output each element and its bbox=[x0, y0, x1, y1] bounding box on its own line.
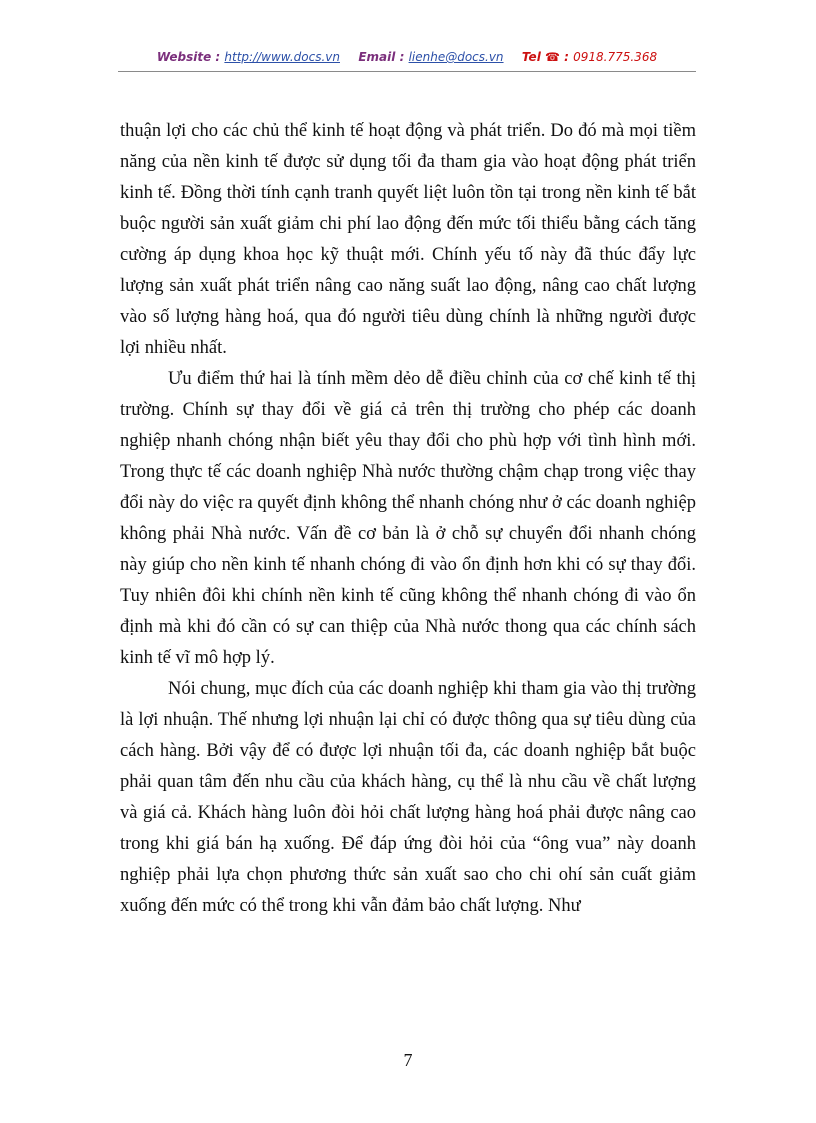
email-link[interactable]: lienhe@docs.vn bbox=[408, 50, 504, 64]
header-divider bbox=[118, 71, 696, 72]
website-link[interactable]: http://www.docs.vn bbox=[224, 50, 340, 64]
paragraph-3: Nói chung, mục đích của các doanh nghiệp khi tham gia vào thị trường là lợi nhuận. Thế nhưng lợi nhuận lại chỉ có được thông qua sự tiêu dùng của cách hàng. Bởi vậy để có được lợi nhuận tối đa, các doanh nghiệp bắt buộc phải quan tâm đến nhu cầu của khách hàng, cụ thể là nhu cầu về chất lượng và giá cả. Khách hàng luôn đòi hỏi chất lượng hàng hoá phải được nâng cao trong khi giá bán hạ xuống. Để đáp ứng đòi hỏi của “ông vua” này doanh nghiệp phải lựa chọn phương thức sản xuất sao cho chi ohí sản cuất giảm xuống đến mức có thể trong khi vẫn đảm bảo chất lượng. Như bbox=[120, 679, 696, 916]
tel-number: 0918.775.368 bbox=[573, 50, 658, 64]
tel-label: Tel ☎ : bbox=[521, 50, 569, 64]
paragraph-1: thuận lợi cho các chủ thể kinh tế hoạt động và phát triển. Do đó mà mọi tiềm năng của nền kinh tế được sử dụng tối đa tham gia vào hoạt động phát triển kinh tế. Đồng thời tính cạnh tranh quyết liệt luôn tồn tại trong nền kinh tế bắt buộc người sản xuất giảm chi phí lao động đến mức tối thiểu bằng cách tăng cường áp dụng khoa học kỹ thuật mới. Chính yếu tố này đã thúc đẩy lực lượng sản xuất phát triển nâng cao năng suất lao động, nâng cao chất lượng vào số lượng hàng hoá, qua đó người tiêu dùng chính là những người được lợi nhiều nhất. bbox=[120, 121, 696, 358]
page-number: 7 bbox=[403, 1050, 413, 1070]
website-label: Website : bbox=[156, 50, 221, 64]
paragraph-2: Ưu điểm thứ hai là tính mềm dẻo dễ điều chỉnh của cơ chế kinh tế thị trường. Chính sự thay đổi về giá cả trên thị trường cho phép các doanh nghiệp nhanh chóng nhận biết yêu thay đổi cho phù hợp với tình hình mới. Trong thực tế các doanh nghiệp Nhà nước thường chậm chạp trong việc thay đổi này do việc ra quyết định không thể nhanh chóng như ở các doanh nghiệp không phải Nhà nước. Vấn đề cơ bản là ở chỗ sự chuyển đổi nhanh chóng này giúp cho nền kinh tế nhanh chóng đi vào ổn định hơn khi có sự thay đổi. Tuy nhiên đôi khi chính nền kinh tế cũng không thể nhanh chóng đi vào ổn định mà khi đó cần có sự can thiệp của Nhà nước thong qua các chính sách kinh tế vĩ mô hợp lý. bbox=[120, 369, 696, 668]
document-body bbox=[120, 116, 696, 922]
page-header bbox=[118, 50, 696, 64]
email-label: Email : bbox=[358, 50, 405, 64]
